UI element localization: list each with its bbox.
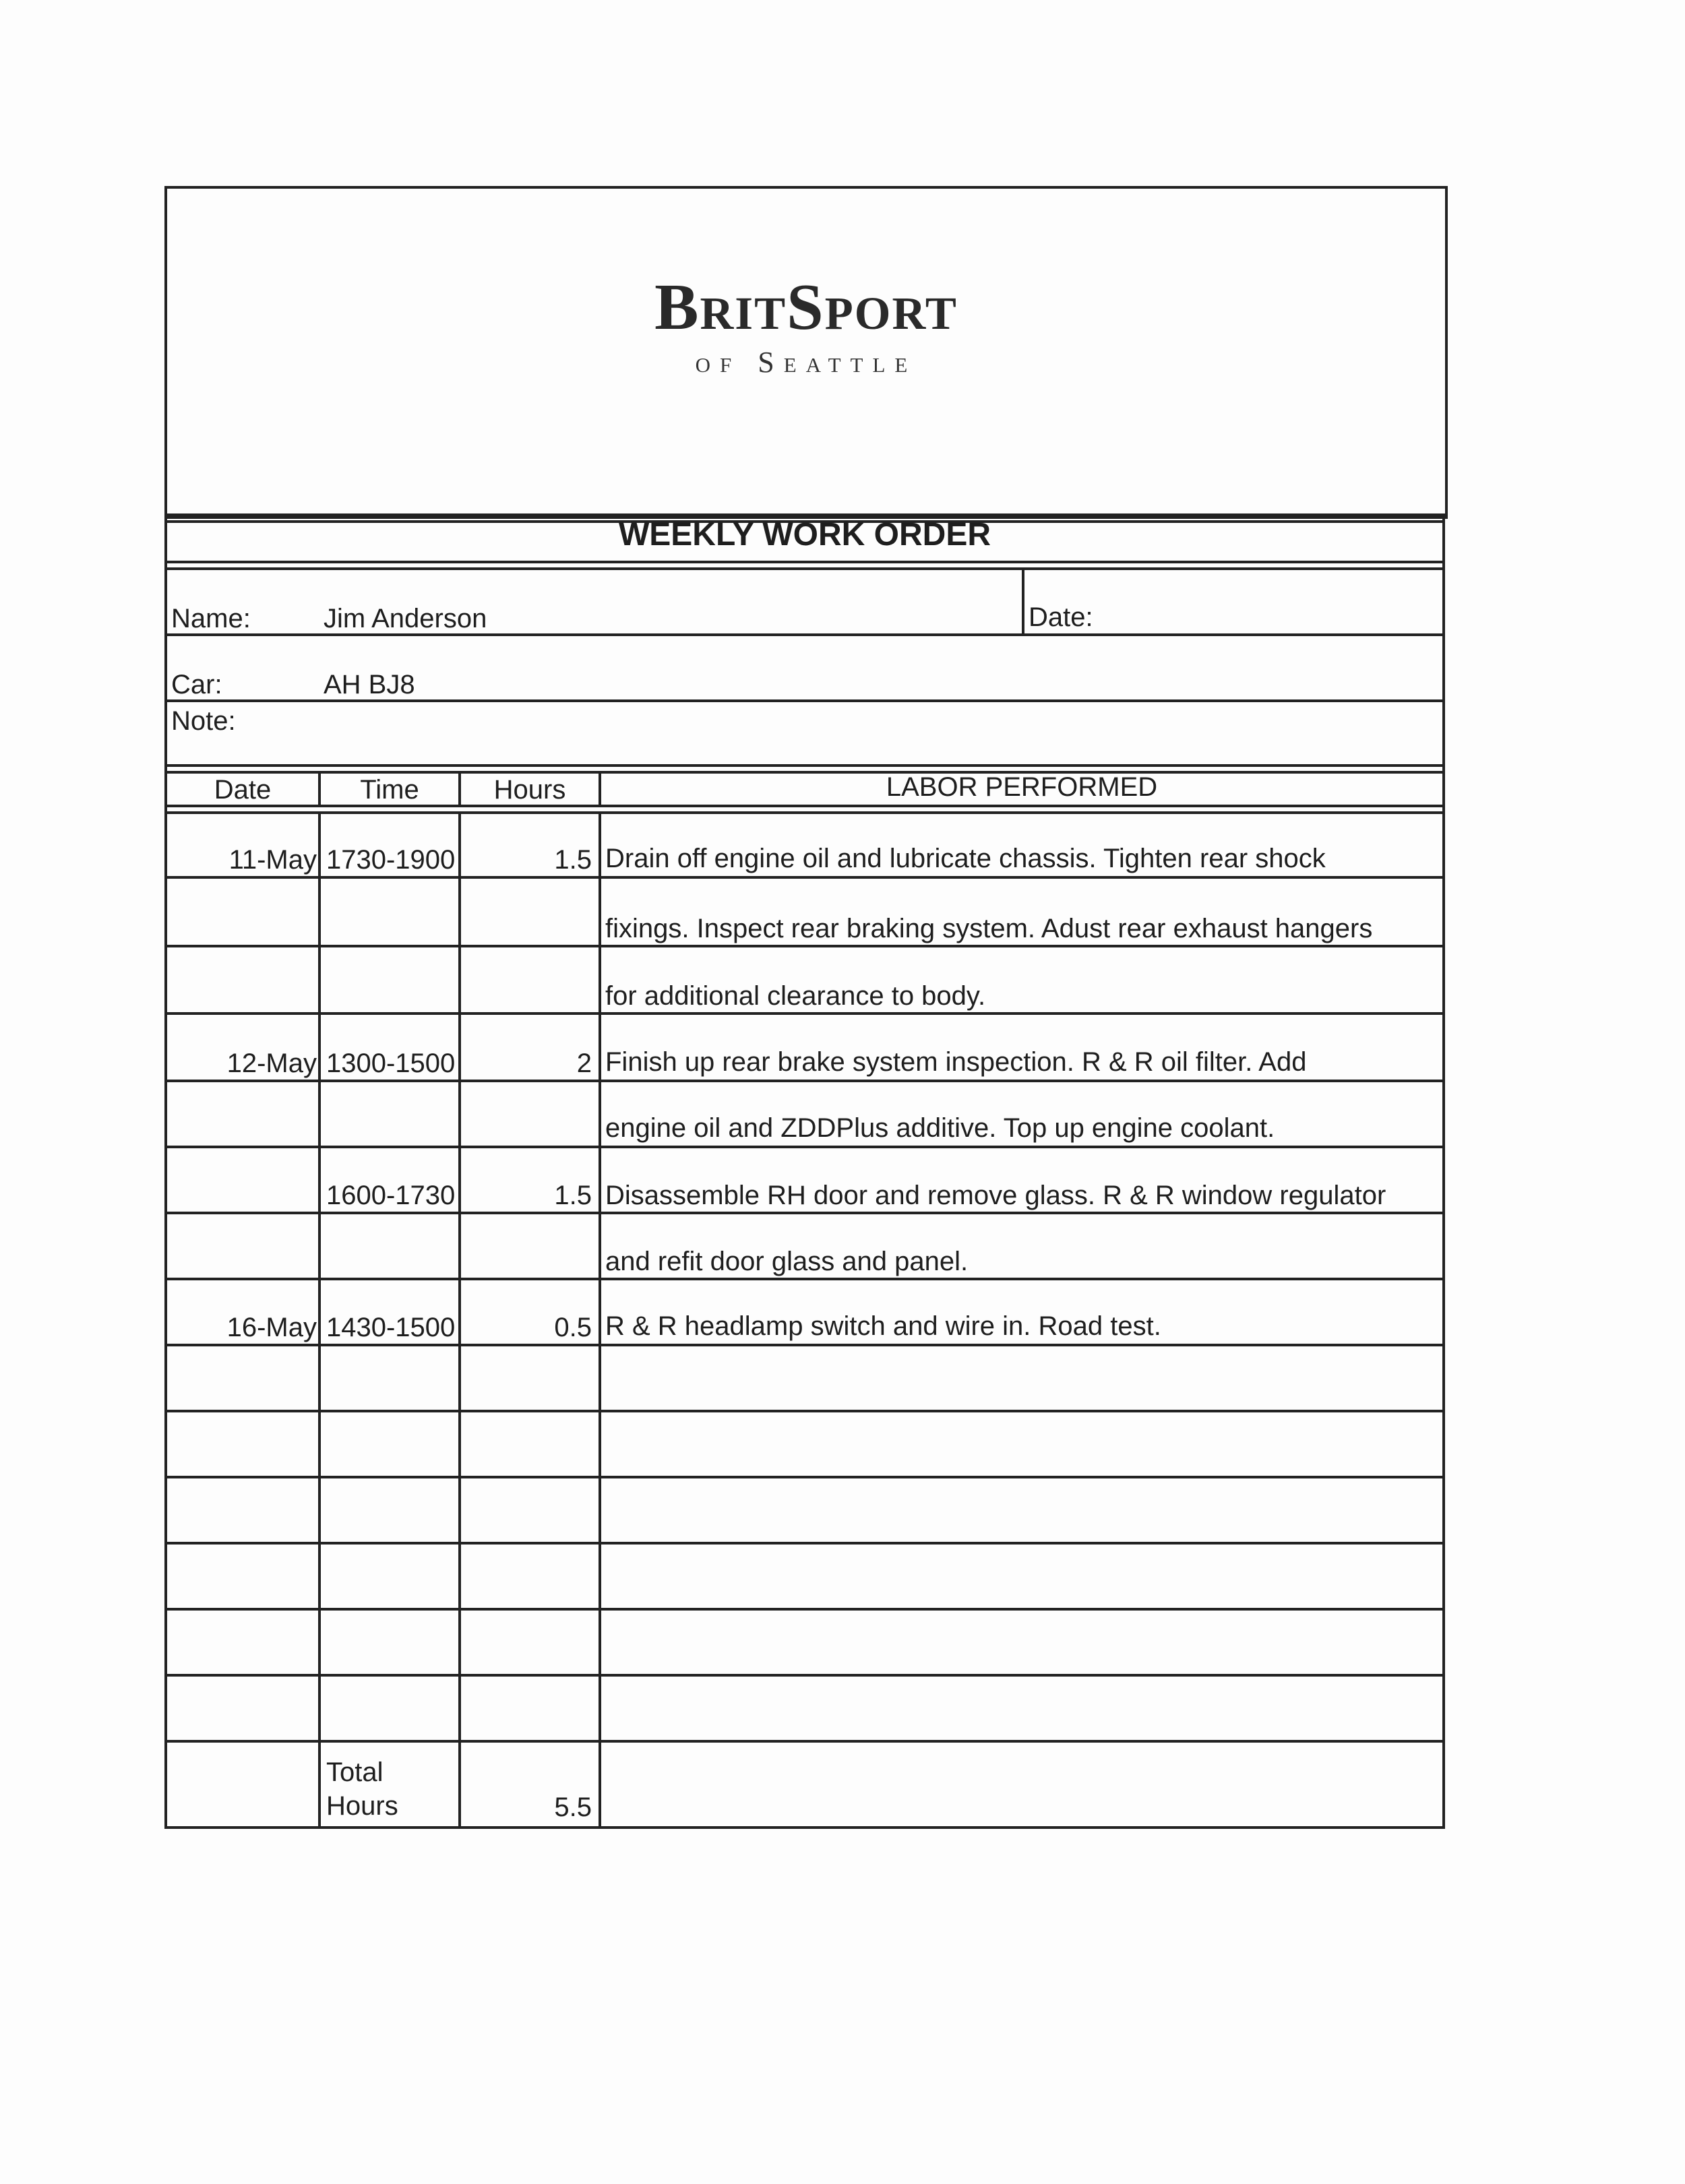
rule xyxy=(164,1674,1445,1677)
rule xyxy=(164,805,1445,807)
column-header-time: Time xyxy=(360,775,419,805)
column-header-date: Date xyxy=(214,775,272,805)
date-divider xyxy=(1022,567,1024,635)
rule xyxy=(164,811,1445,814)
rule xyxy=(164,764,1445,767)
rule xyxy=(164,1476,1445,1478)
row-hours: 0.5 xyxy=(554,1313,592,1342)
column-header-labor: LABOR PERFORMED xyxy=(886,772,1158,802)
row-labor: Disassemble RH door and remove glass. R & R window regulator xyxy=(605,1181,1386,1210)
row-labor: Finish up rear brake system inspection. R & R oil filter. Add xyxy=(605,1047,1307,1077)
total-label: Hours xyxy=(326,1791,398,1821)
rule xyxy=(164,561,1445,563)
date-label: Date: xyxy=(1029,602,1093,632)
total-label: Total xyxy=(326,1757,384,1787)
row-date: 11-May xyxy=(228,845,317,875)
row-labor: for additional clearance to body. xyxy=(605,981,986,1011)
border-left xyxy=(164,513,167,1829)
row-hours: 1.5 xyxy=(554,845,592,875)
rule xyxy=(164,945,1445,947)
row-time: 1430-1500 xyxy=(326,1313,456,1342)
rule xyxy=(164,1146,1445,1148)
rule xyxy=(164,1344,1445,1346)
row-time: 1730-1900 xyxy=(326,845,456,875)
row-labor: R & R headlamp switch and wire in. Road test. xyxy=(605,1311,1161,1341)
name-label: Name: xyxy=(171,604,251,633)
rule xyxy=(164,1278,1445,1280)
row-date: 12-May xyxy=(226,1049,317,1078)
row-labor: engine oil and ZDDPlus additive. Top up engine coolant. xyxy=(605,1113,1275,1143)
brand-logo: BritSport xyxy=(654,271,958,344)
row-labor: fixings. Inspect rear braking system. Adust rear exhaust hangers xyxy=(605,914,1373,943)
note-label: Note: xyxy=(171,706,236,736)
rule xyxy=(164,876,1445,879)
rule xyxy=(164,633,1445,636)
rule xyxy=(164,1012,1445,1015)
rule xyxy=(164,567,1445,570)
rule xyxy=(164,1608,1445,1611)
border-right xyxy=(1442,513,1445,1829)
form-title: WEEKLY WORK ORDER xyxy=(618,517,991,553)
rule xyxy=(164,1542,1445,1545)
rule xyxy=(164,699,1445,702)
rule xyxy=(164,1826,1445,1829)
column-header-hours: Hours xyxy=(493,775,566,805)
col-divider xyxy=(599,771,601,807)
car-label: Car: xyxy=(171,670,222,699)
rule xyxy=(164,1212,1445,1214)
col-divider xyxy=(458,771,461,807)
rule xyxy=(164,1740,1445,1743)
row-labor: and refit door glass and panel. xyxy=(605,1247,969,1276)
col-divider xyxy=(318,771,321,807)
row-hours: 2 xyxy=(576,1049,592,1078)
name-value: Jim Anderson xyxy=(324,604,487,633)
row-hours: 1.5 xyxy=(554,1181,592,1210)
total-hours-value: 5.5 xyxy=(554,1792,592,1822)
row-labor: Drain off engine oil and lubricate chassis. Tighten rear shock xyxy=(605,844,1326,873)
row-time: 1300-1500 xyxy=(326,1049,456,1078)
row-date: 16-May xyxy=(226,1313,317,1342)
car-value: AH BJ8 xyxy=(324,670,415,699)
brand-subtitle: of Seattle xyxy=(695,346,917,379)
logo-box xyxy=(164,186,1448,519)
rule xyxy=(164,1080,1445,1082)
row-time: 1600-1730 xyxy=(326,1181,456,1210)
rule xyxy=(164,1410,1445,1412)
